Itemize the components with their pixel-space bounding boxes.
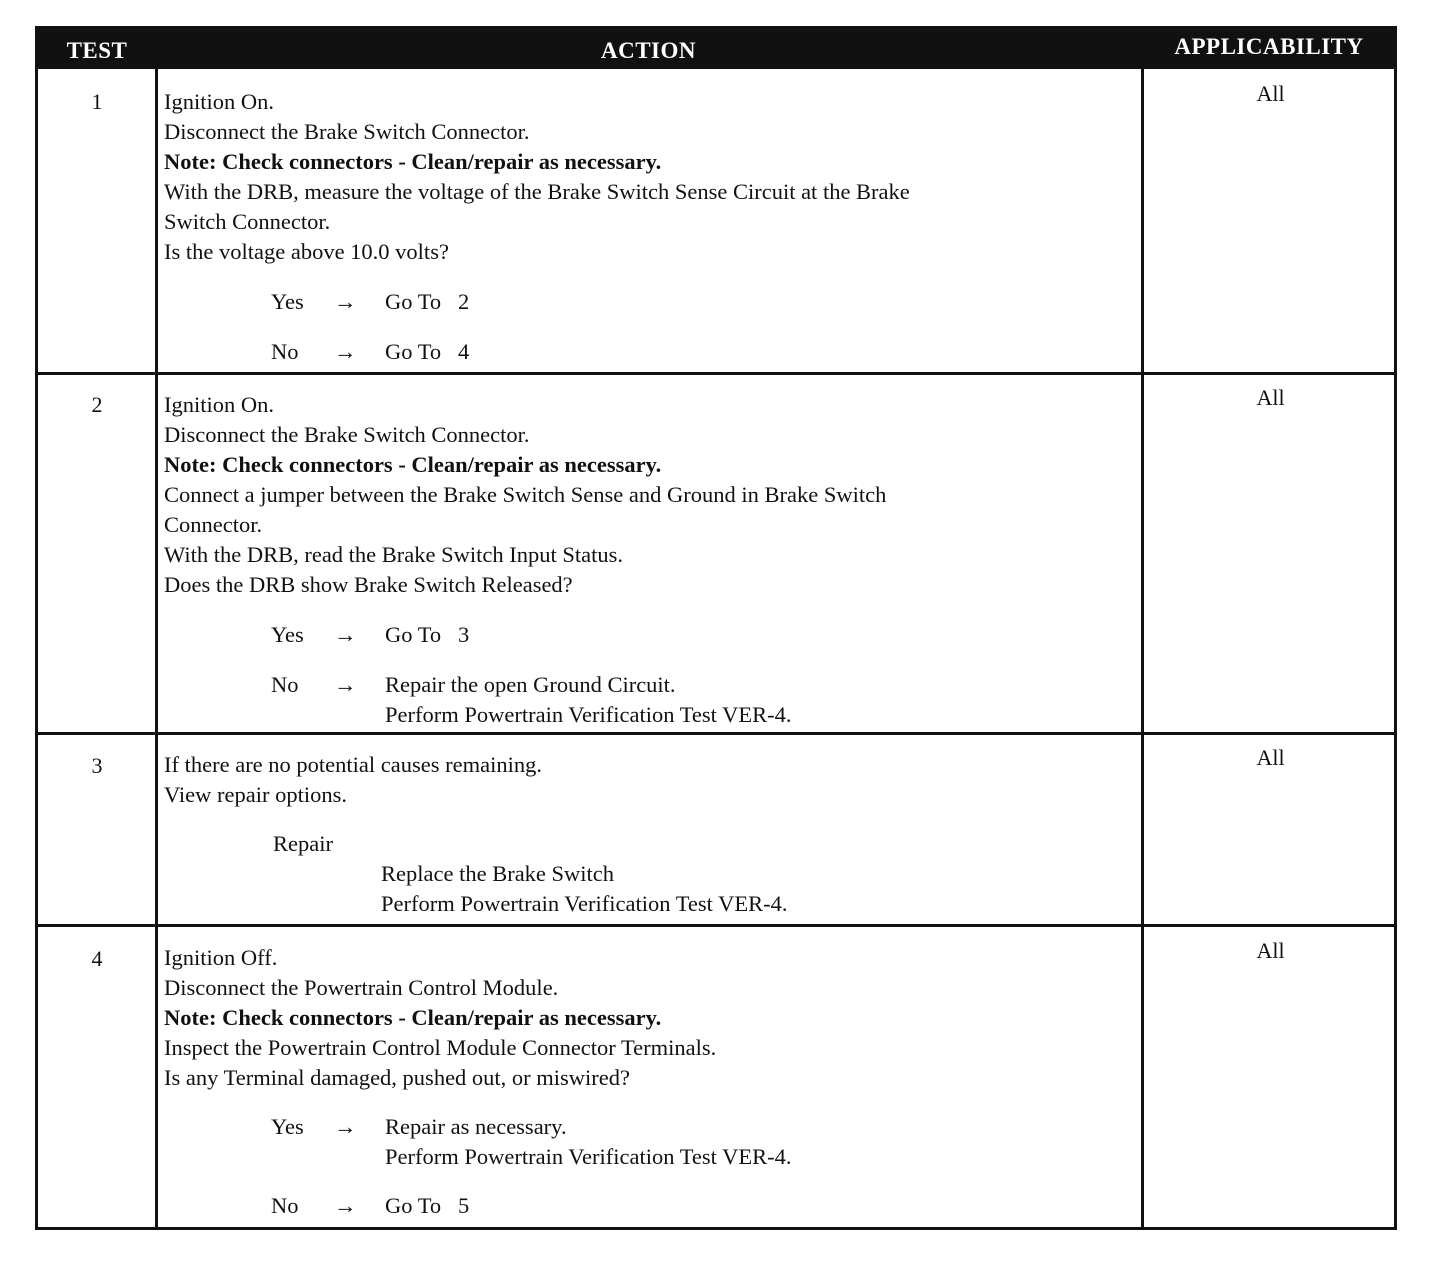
header-applicability: APPLICABILITY bbox=[1174, 34, 1364, 59]
test-procedure-table bbox=[35, 26, 1397, 1230]
action-line: Connector. bbox=[164, 512, 263, 537]
choice-no bbox=[164, 337, 1139, 367]
choice-result: Repair as necessary. bbox=[385, 1114, 567, 1139]
action-line: Is any Terminal damaged, pushed out, or miswired? bbox=[164, 1065, 631, 1090]
action-line: Disconnect the Powertrain Control Module. bbox=[164, 975, 559, 1000]
action-line: Disconnect the Brake Switch Connector. bbox=[164, 119, 530, 144]
action-line: Inspect the Powertrain Control Module Connector Terminals. bbox=[164, 1035, 717, 1060]
action-line: Does the DRB show Brake Switch Released? bbox=[164, 572, 573, 597]
choice-result: Repair the open Ground Circuit. bbox=[385, 672, 676, 697]
table-row-test-1 bbox=[38, 69, 1394, 375]
test-number: 1 bbox=[91, 89, 103, 114]
action-line: Is the voltage above 10.0 volts? bbox=[164, 239, 449, 264]
test-number: 4 bbox=[91, 946, 103, 971]
choice-answer: Yes bbox=[271, 289, 304, 314]
test-number: 2 bbox=[91, 392, 103, 417]
action-line: Switch Connector. bbox=[164, 209, 331, 234]
action-line: Ignition On. bbox=[164, 89, 274, 114]
table-row-test-3 bbox=[38, 735, 1394, 927]
action-text bbox=[164, 750, 1139, 919]
applicability-value: All bbox=[1256, 745, 1285, 770]
action-line: View repair options. bbox=[164, 782, 347, 807]
choice-yes bbox=[164, 620, 1139, 650]
choice-result-followup: Perform Powertrain Verification Test VER-4. bbox=[385, 1144, 792, 1169]
choice-answer: Yes bbox=[271, 1114, 304, 1139]
right-arrow-icon: → bbox=[334, 1193, 357, 1218]
header-action: ACTION bbox=[600, 38, 696, 63]
choice-result-followup: Perform Powertrain Verification Test VER-4. bbox=[385, 702, 792, 727]
table-header bbox=[38, 29, 1394, 69]
right-arrow-icon: → bbox=[334, 289, 357, 314]
choice-yes bbox=[164, 287, 1139, 317]
choice-result: Go To 2 bbox=[385, 289, 470, 314]
choice-result: Go To 4 bbox=[385, 339, 470, 364]
choice-answer: No bbox=[271, 672, 299, 697]
choice-answer: Yes bbox=[271, 622, 304, 647]
action-line: Ignition On. bbox=[164, 392, 274, 417]
right-arrow-icon: → bbox=[334, 339, 357, 364]
repair-item: Replace the Brake Switch bbox=[381, 861, 615, 886]
choice-result: Go To 5 bbox=[385, 1193, 470, 1218]
choice-result: Go To 3 bbox=[385, 622, 470, 647]
action-line: Connect a jumper between the Brake Switch Sense and Ground in Brake Switch bbox=[164, 482, 887, 507]
repair-item: Perform Powertrain Verification Test VER-4. bbox=[381, 891, 788, 916]
right-arrow-icon: → bbox=[334, 622, 357, 647]
action-note: Note: Check connectors - Clean/repair as necessary. bbox=[164, 452, 662, 477]
action-note: Note: Check connectors - Clean/repair as necessary. bbox=[164, 1005, 662, 1030]
header-test: TEST bbox=[66, 38, 128, 63]
right-arrow-icon: → bbox=[334, 1114, 357, 1139]
action-line: With the DRB, measure the voltage of the Brake Switch Sense Circuit at the Brake bbox=[164, 179, 910, 204]
action-text bbox=[164, 390, 1139, 730]
action-line: If there are no potential causes remaining. bbox=[164, 752, 542, 777]
applicability-value: All bbox=[1256, 385, 1285, 410]
applicability-value: All bbox=[1256, 938, 1285, 963]
choice-no bbox=[164, 1191, 1139, 1221]
choice-no bbox=[164, 670, 1139, 730]
repair-label: Repair bbox=[273, 831, 333, 856]
table-row-test-4 bbox=[38, 927, 1394, 1230]
action-text bbox=[164, 943, 1139, 1221]
choice-yes bbox=[164, 1112, 1139, 1172]
right-arrow-icon: → bbox=[334, 672, 357, 697]
table-row-test-2 bbox=[38, 375, 1394, 735]
test-number: 3 bbox=[91, 753, 103, 778]
choice-answer: No bbox=[271, 339, 299, 364]
applicability-value: All bbox=[1256, 81, 1285, 106]
action-note: Note: Check connectors - Clean/repair as necessary. bbox=[164, 149, 662, 174]
action-line: With the DRB, read the Brake Switch Input Status. bbox=[164, 542, 624, 567]
action-text bbox=[164, 87, 1139, 367]
choice-answer: No bbox=[271, 1193, 299, 1218]
action-line: Disconnect the Brake Switch Connector. bbox=[164, 422, 530, 447]
action-line: Ignition Off. bbox=[164, 945, 278, 970]
